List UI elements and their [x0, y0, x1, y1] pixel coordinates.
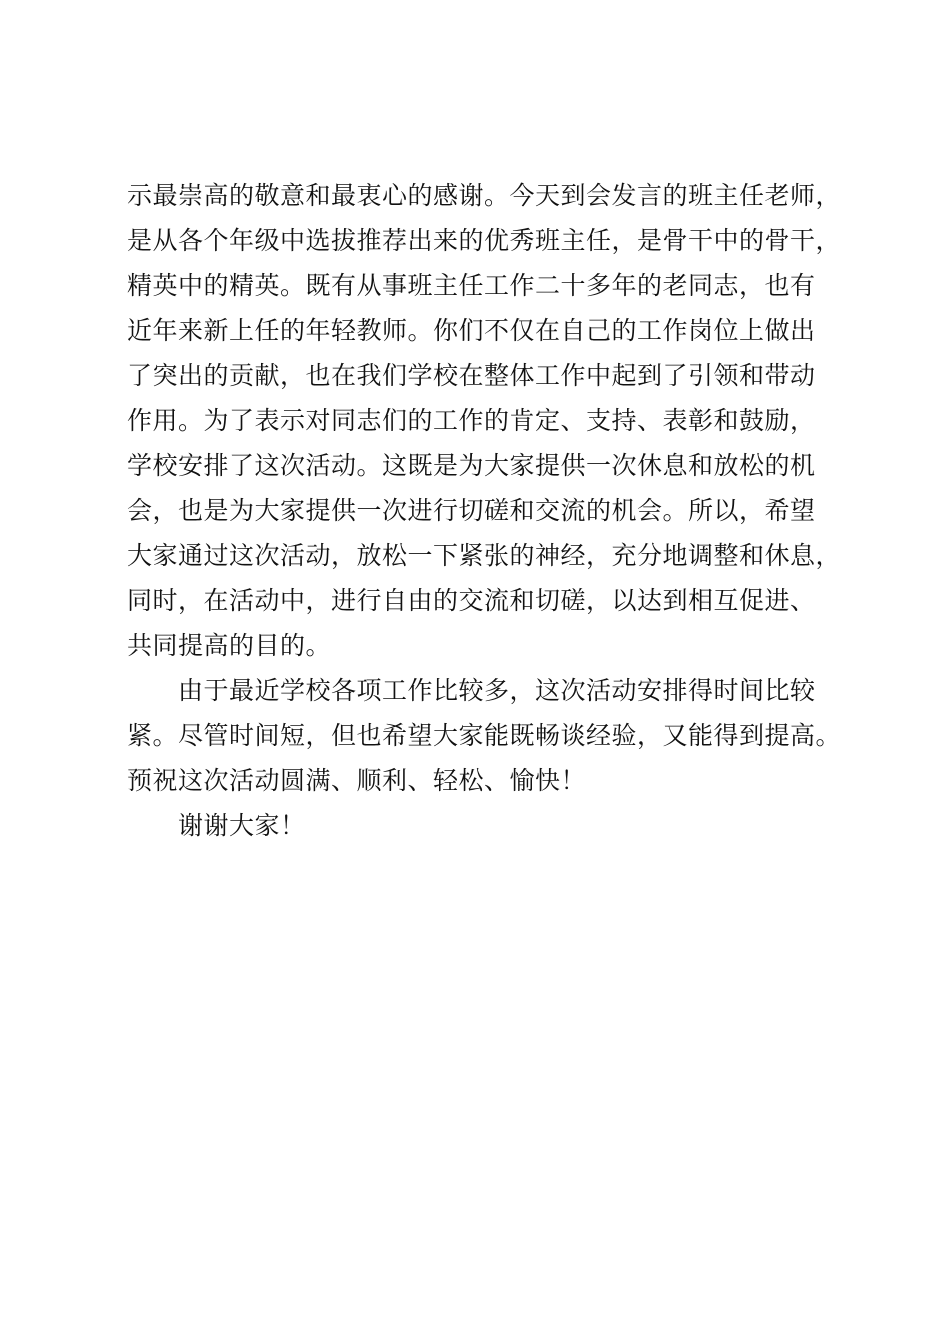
paragraph-line: 预祝这次活动圆满、顺利、轻松、愉快！ [127, 766, 587, 795]
paragraph-line: 由于最近学校各项工作比较多，这次活动安排得时间比较 [178, 676, 816, 705]
paragraph-line: 大家通过这次活动，放松一下紧张的神经，充分地调整和休息， [127, 541, 842, 570]
paragraph-line: 会，也是为大家提供一次进行切磋和交流的机会。所以，希望 [127, 496, 816, 525]
paragraph-line: 示最崇高的敬意和最衷心的感谢。今天到会发言的班主任老师， [127, 181, 842, 210]
closing-line: 谢谢大家！ [178, 811, 306, 840]
paragraph-line: 共同提高的目的。 [127, 631, 332, 660]
paragraph-line: 了突出的贡献，也在我们学校在整体工作中起到了引领和带动 [127, 361, 816, 390]
paragraph-line: 学校安排了这次活动。这既是为大家提供一次休息和放松的机 [127, 451, 816, 480]
document-body [127, 173, 867, 848]
paragraph-line: 同时，在活动中，进行自由的交流和切磋，以达到相互促进、 [127, 586, 816, 615]
paragraph-line: 作用。为了表示对同志们的工作的肯定、支持、表彰和鼓励， [127, 406, 816, 435]
paragraph-line: 是从各个年级中选拔推荐出来的优秀班主任，是骨干中的骨干， [127, 226, 842, 255]
paragraph-line: 紧。尽管时间短，但也希望大家能既畅谈经验，又能得到提高。 [127, 721, 842, 750]
paragraph-line: 精英中的精英。既有从事班主任工作二十多年的老同志，也有 [127, 271, 816, 300]
paragraph-line: 近年来新上任的年轻教师。你们不仅在自己的工作岗位上做出 [127, 316, 816, 345]
